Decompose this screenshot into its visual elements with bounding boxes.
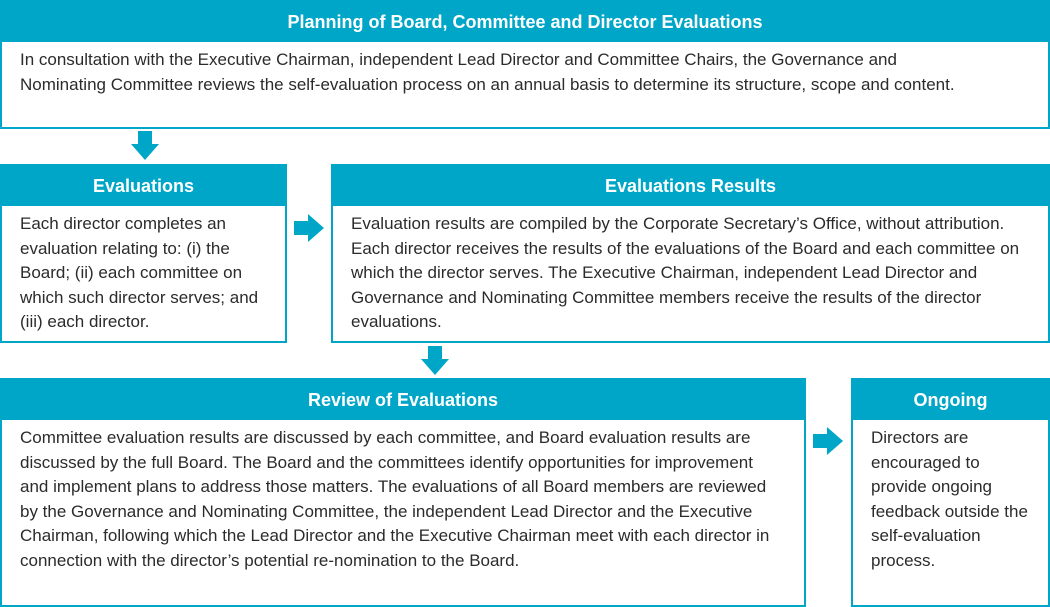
arrow-down-icon xyxy=(420,346,450,376)
ongoing-text: Directors are encouraged to provide ongoing feedback outside the self-evaluation process. xyxy=(871,428,1028,570)
planning-title: Planning of Board, Committee and Director Evaluations xyxy=(2,2,1048,42)
review-title: Review of Evaluations xyxy=(2,380,804,420)
arrow-right-icon xyxy=(294,213,324,243)
evaluations-text: Each director completes an evaluation relating to: (i) the Board; (ii) each committee on which such director serves; and (iii) each director. xyxy=(20,214,259,331)
evaluation-results-text: Evaluation results are compiled by the Corporate Secretary’s Office, without attribution. Each director receives the results of the evaluations of the Board and each committee on which the director serves. The Executive Chairman, independent Lead Director and Governance and Nominating Committee members receive the results of the director evaluations. xyxy=(351,214,1020,331)
planning-box xyxy=(0,0,1050,129)
review-text: Committee evaluation results are discussed by each committee, and Board evaluation results are discussed by the full Board. The Board and the committees identify opportunities for improvement and implement plans to address those matters. The evaluations of all Board members are reviewed by the Governance and Nominating Committee, the independent Lead Director and the Executive Chairman, following which the Lead Director and the Executive Chairman meet with each director in connection with the director’s potential re-nomination to the Board. xyxy=(20,428,770,570)
ongoing-title: Ongoing xyxy=(853,380,1048,420)
review-box xyxy=(0,378,806,607)
evaluation-results-box xyxy=(331,164,1050,343)
arrow-right-icon xyxy=(813,426,843,456)
ongoing-box xyxy=(851,378,1050,607)
arrow-down-icon xyxy=(130,131,160,161)
evaluations-title: Evaluations xyxy=(2,166,285,206)
evaluations-box xyxy=(0,164,287,343)
planning-text: In consultation with the Executive Chairman, independent Lead Director and Committee Chairs, the Governance and Nominating Committee reviews the self-evaluation process on an annual basis to determine its structure, scope and content. xyxy=(20,50,955,94)
evaluation-results-title: Evaluations Results xyxy=(333,166,1048,206)
